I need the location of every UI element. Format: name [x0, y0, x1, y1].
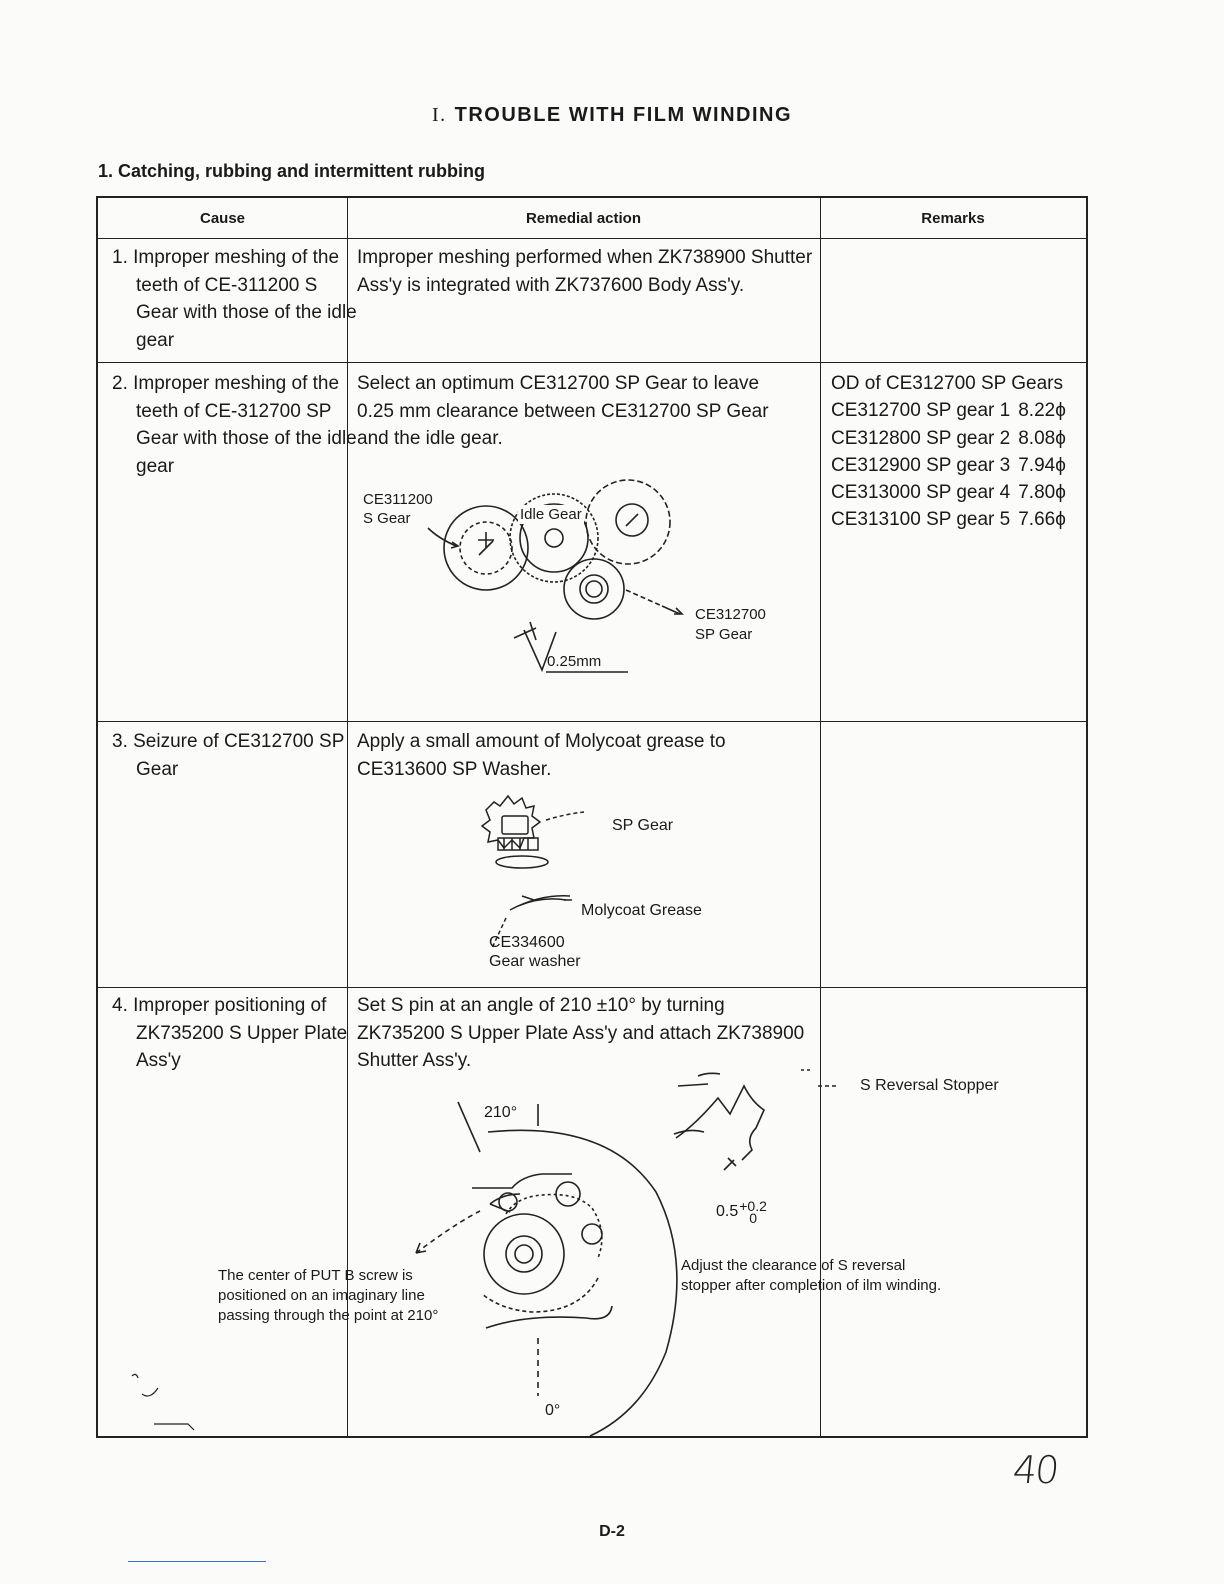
- row2-action: Select an optimum CE312700 SP Gear to leave 0.25 mm clearance between CE312700 SP Gear and the idle gear.: [357, 373, 769, 449]
- title-roman-numeral: I.: [431, 104, 447, 126]
- remarks-part: CE312900 SP gear 3: [831, 454, 1011, 476]
- remarks-od: 7.66ϕ: [1018, 509, 1066, 531]
- column-header-cause: Cause: [199, 210, 246, 227]
- remarks-od: 8.08ϕ: [1018, 427, 1066, 449]
- trouble-table: [96, 196, 1088, 1438]
- washer-name-label: Gear washer: [489, 953, 581, 970]
- row3-action: Apply a small amount of Molycoat grease to CE313600 SP Washer.: [357, 731, 726, 780]
- remarks-part: CE313000 SP gear 4: [831, 482, 1011, 504]
- handwritten-page-number: 40: [1010, 1448, 1060, 1492]
- s-gear-name-label: S Gear: [363, 510, 411, 527]
- angle-0-label: 0°: [545, 1402, 561, 1419]
- s-gear-part-label: CE311200: [363, 491, 433, 508]
- clearance-label: 0.25mm: [547, 653, 602, 670]
- column-header-remarks: Remarks: [921, 210, 985, 227]
- angle-210-label: 210°: [484, 1104, 518, 1121]
- scan-line-mark: [128, 1561, 266, 1562]
- section-heading: 1. Catching, rubbing and intermittent rubbing: [98, 161, 485, 181]
- sp-gear-name-label: SP Gear: [695, 626, 753, 643]
- molycoat-grease-label: Molycoat Grease: [581, 902, 702, 919]
- remarks-od: 7.94ϕ: [1018, 454, 1066, 476]
- sp-gear-label: SP Gear: [612, 817, 674, 834]
- row2-cause: 2. Improper meshing of the teeth of CE-312700 SP Gear with those of the idle gear: [112, 373, 357, 477]
- remarks-od: 8.22ϕ: [1018, 400, 1066, 422]
- tolerance-upper: +0.2: [739, 1198, 767, 1214]
- row4-cause: 4. Improper positioning of ZK735200 S Upper Plate Ass'y: [112, 995, 348, 1071]
- remarks-title: OD of CE312700 SP Gears: [831, 373, 1063, 394]
- page-title: [0, 104, 1224, 127]
- sp-gear-part-label: CE312700: [695, 606, 766, 623]
- row1-action: Improper meshing performed when ZK738900 Shutter Ass'y is integrated with ZK737600 Body Ass'y.: [357, 247, 813, 296]
- tolerance-base: 0.5: [716, 1203, 739, 1221]
- row3-cause: 3. Seizure of CE312700 SP Gear: [112, 731, 345, 780]
- scan-speckles: [98, 198, 1090, 1440]
- remarks-part: CE313100 SP gear 5: [831, 509, 1011, 531]
- adjust-clearance-note: Adjust the clearance of S reversal stopper after completion of ilm winding.: [681, 1257, 942, 1294]
- row4-action: Set S pin at an angle of 210 ±10° by turning ZK735200 S Upper Plate Ass'y and attach ZK738900 Shutter Ass'y.: [357, 995, 805, 1071]
- remarks-od: 7.80ϕ: [1018, 482, 1066, 504]
- tolerance-lower: 0: [749, 1210, 758, 1226]
- remarks-part: CE312700 SP gear 1: [831, 400, 1011, 422]
- title-text: TROUBLE WITH FILM WINDING: [454, 104, 793, 126]
- column-header-remedial-action: Remedial action: [525, 210, 642, 227]
- idle-gear-label: Idle Gear: [520, 506, 582, 523]
- remarks-part: CE312800 SP gear 2: [831, 427, 1011, 449]
- page-code: D-2: [599, 1523, 625, 1540]
- washer-part-label: CE334600: [489, 934, 565, 951]
- row1-cause: 1. Improper meshing of the teeth of CE-311200 S Gear with those of the idle gear: [112, 247, 357, 351]
- put-b-note: The center of PUT B screw is positioned on an imaginary line passing through the point at 210°: [218, 1267, 439, 1324]
- s-reversal-stopper-label: S Reversal Stopper: [860, 1077, 999, 1094]
